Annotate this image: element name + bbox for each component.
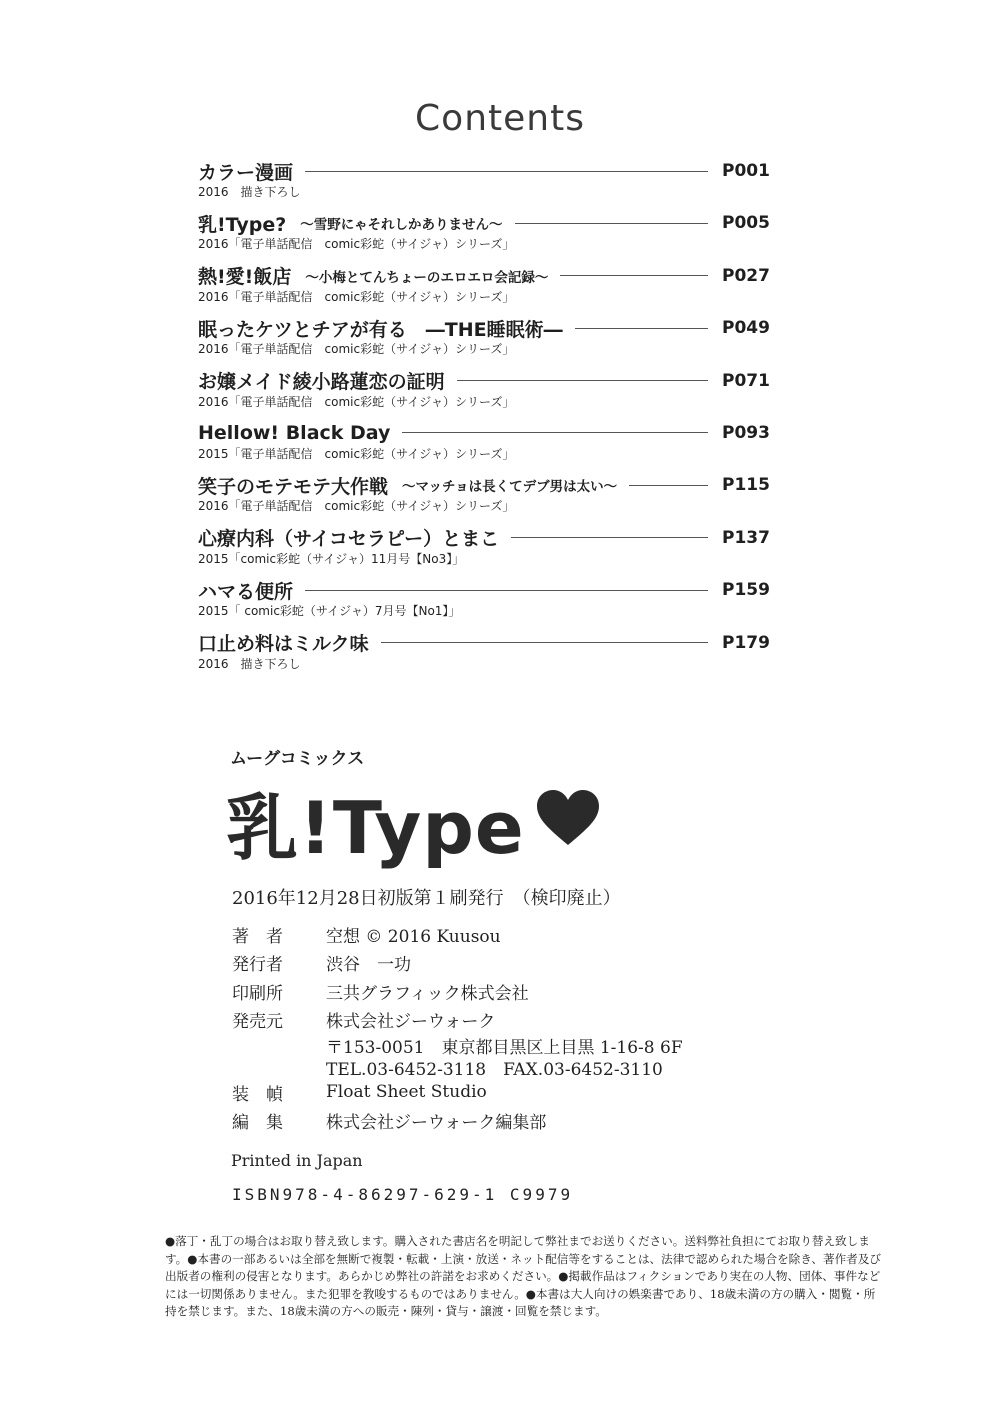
series-label: ムーグコミックス bbox=[230, 749, 365, 769]
colophon-row bbox=[232, 977, 683, 1006]
toc-subtitle: ～雪野にゃそれしかありません～ bbox=[300, 217, 503, 234]
colophon-value: 三共グラフィック株式会社 bbox=[326, 983, 529, 1004]
colophon-value: 空想 © 2016 Kuusou bbox=[326, 926, 501, 947]
toc-entry bbox=[198, 262, 768, 314]
toc-page-number: P027 bbox=[722, 265, 770, 286]
toc-page-number: P001 bbox=[722, 161, 770, 181]
toc-entry bbox=[198, 576, 768, 628]
toc-source: 2015「comic彩蛇（サイジャ）11月号【No3】」 bbox=[198, 551, 465, 566]
toc-title: お嬢メイド綾小路蓮恋の証明 bbox=[198, 371, 445, 394]
notice-line: には一切関係ありません。また犯罪を教唆するものではありません。●本書は大人向けの娯楽書であり、18歳未満の方の購入・閲覧・所 bbox=[165, 1286, 876, 1301]
book-title-text: 乳!Type bbox=[226, 786, 525, 870]
colophon-value: Float Sheet Studio bbox=[326, 1082, 487, 1103]
colophon-row bbox=[232, 1034, 683, 1056]
toc-source: 2016「電子単話配信 comic彩蛇（サイジャ）シリーズ」 bbox=[198, 342, 515, 357]
notice-line: ●落丁・乱丁の場合はお取り替え致します。購入された書店名を明記して弊社までお送りください。送料弊社負担にてお取り替え致しま bbox=[165, 1234, 870, 1248]
toc-page-number: P005 bbox=[722, 213, 770, 234]
colophon-value: 〒153-0051 東京都目黒区上目黒 1-16-8 6F bbox=[326, 1037, 683, 1058]
toc-source: 2016「電子単話配信 comic彩蛇（サイジャ）シリーズ」 bbox=[198, 289, 515, 304]
toc-entry bbox=[198, 629, 768, 681]
leader-line bbox=[511, 537, 708, 538]
toc-source: 2016「電子単話配信 comic彩蛇（サイジャ）シリーズ」 bbox=[198, 237, 515, 252]
leader-line bbox=[305, 171, 708, 172]
toc-title: 口止め料はミルク味 bbox=[198, 633, 369, 656]
toc-title: 乳!Type? bbox=[198, 213, 287, 236]
leader-line bbox=[457, 380, 708, 381]
colophon-row bbox=[232, 920, 683, 949]
isbn: ISBN978-4-86297-629-1 C9979 bbox=[232, 1185, 574, 1204]
leader-line bbox=[629, 485, 708, 486]
colophon-label: 編 集 bbox=[232, 1113, 283, 1134]
toc-page-number: P179 bbox=[722, 632, 770, 653]
toc-source: 2016「電子単話配信 comic彩蛇（サイジャ）シリーズ」 bbox=[198, 394, 515, 409]
toc-page-number: P049 bbox=[722, 318, 770, 339]
colophon-value: TEL.03-6452-3118 FAX.03-6452-3110 bbox=[326, 1059, 663, 1080]
toc-source: 2016 描き下ろし bbox=[198, 656, 301, 671]
legal-notice bbox=[165, 1233, 881, 1321]
toc-entry bbox=[198, 524, 768, 576]
toc-entry bbox=[198, 419, 768, 471]
toc-page-number: P093 bbox=[722, 422, 770, 443]
contents-heading: Contents bbox=[415, 98, 585, 139]
toc-subtitle: ～小梅とてんちょーのエロエロ会記録～ bbox=[305, 269, 549, 286]
toc-page-number: P115 bbox=[722, 475, 770, 496]
leader-line bbox=[575, 328, 708, 329]
toc-title: 心療内科（サイコセラピー）とまこ bbox=[198, 528, 500, 551]
toc-entry bbox=[198, 209, 768, 261]
toc-source: 2015「 comic彩蛇（サイジャ）7月号【No1】」 bbox=[198, 604, 461, 619]
notice-line: 出版者の権利の侵害となります。あらかじめ弊社の許諾をお求めください。●掲載作品はフィクションであり実在の人物、団体、事件など bbox=[165, 1269, 881, 1283]
colophon-label: 発売元 bbox=[232, 1012, 283, 1033]
toc-entry bbox=[198, 314, 768, 366]
colophon-row bbox=[232, 1056, 683, 1078]
colophon-label: 印刷所 bbox=[232, 983, 283, 1004]
leader-line bbox=[305, 590, 708, 591]
colophon-label: 装 幀 bbox=[232, 1084, 283, 1105]
toc-title: カラー漫画 bbox=[198, 161, 294, 184]
toc-source: 2016「電子単話配信 comic彩蛇（サイジャ）シリーズ」 bbox=[198, 499, 515, 514]
colophon-row bbox=[232, 1078, 683, 1107]
notice-line: す。●本書の一部あるいは全部を無断で複製・転載・上演・放送・ネット配信等をすることは、法律で認められた場合を除き、著作者及び bbox=[165, 1251, 881, 1266]
toc-source: 2015「電子単話配信 comic彩蛇（サイジャ）シリーズ」 bbox=[198, 446, 515, 461]
colophon-label: 著 者 bbox=[232, 926, 283, 947]
colophon-row bbox=[232, 1006, 683, 1035]
leader-line bbox=[515, 223, 709, 224]
colophon-row bbox=[232, 949, 683, 978]
leader-line bbox=[402, 432, 708, 433]
toc-title: 熱!愛!飯店 bbox=[198, 266, 292, 289]
toc-source: 2016 描き下ろし bbox=[198, 185, 301, 199]
toc-entry bbox=[198, 471, 768, 523]
toc-entry bbox=[198, 367, 768, 419]
toc-entry bbox=[198, 157, 768, 209]
toc-page-number: P159 bbox=[722, 580, 770, 601]
printed-in: Printed in Japan bbox=[231, 1151, 363, 1170]
toc-title: ハマる便所 bbox=[198, 580, 294, 603]
heart-icon bbox=[535, 780, 601, 864]
table-of-contents bbox=[198, 157, 768, 681]
colophon-row bbox=[232, 1107, 683, 1136]
colophon-label: 発行者 bbox=[232, 955, 283, 976]
toc-title: Hellow! Black Day bbox=[198, 421, 391, 444]
leader-line bbox=[381, 642, 708, 643]
publication-date: 2016年12月28日初版第１刷発行 （検印廃止） bbox=[232, 888, 621, 909]
colophon-value: 株式会社ジーウォーク bbox=[326, 1012, 496, 1033]
toc-title: 笑子のモテモテ大作戦 bbox=[198, 475, 389, 498]
notice-line: 持を禁じます。また、18歳未満の方への販売・陳列・貸与・譲渡・回覧を禁じます。 bbox=[165, 1304, 607, 1318]
book-title bbox=[226, 770, 601, 874]
toc-title: 眠ったケツとチアが有る ―THE睡眠術― bbox=[198, 318, 563, 341]
leader-line bbox=[560, 275, 708, 276]
colophon-value: 渋谷 一功 bbox=[326, 955, 411, 976]
colophon-value: 株式会社ジーウォーク編集部 bbox=[326, 1113, 547, 1134]
toc-page-number: P071 bbox=[722, 370, 770, 391]
toc-subtitle: ～マッチョは長くてデブ男は太い～ bbox=[402, 479, 618, 496]
colophon bbox=[232, 920, 683, 1135]
toc-page-number: P137 bbox=[722, 527, 770, 548]
